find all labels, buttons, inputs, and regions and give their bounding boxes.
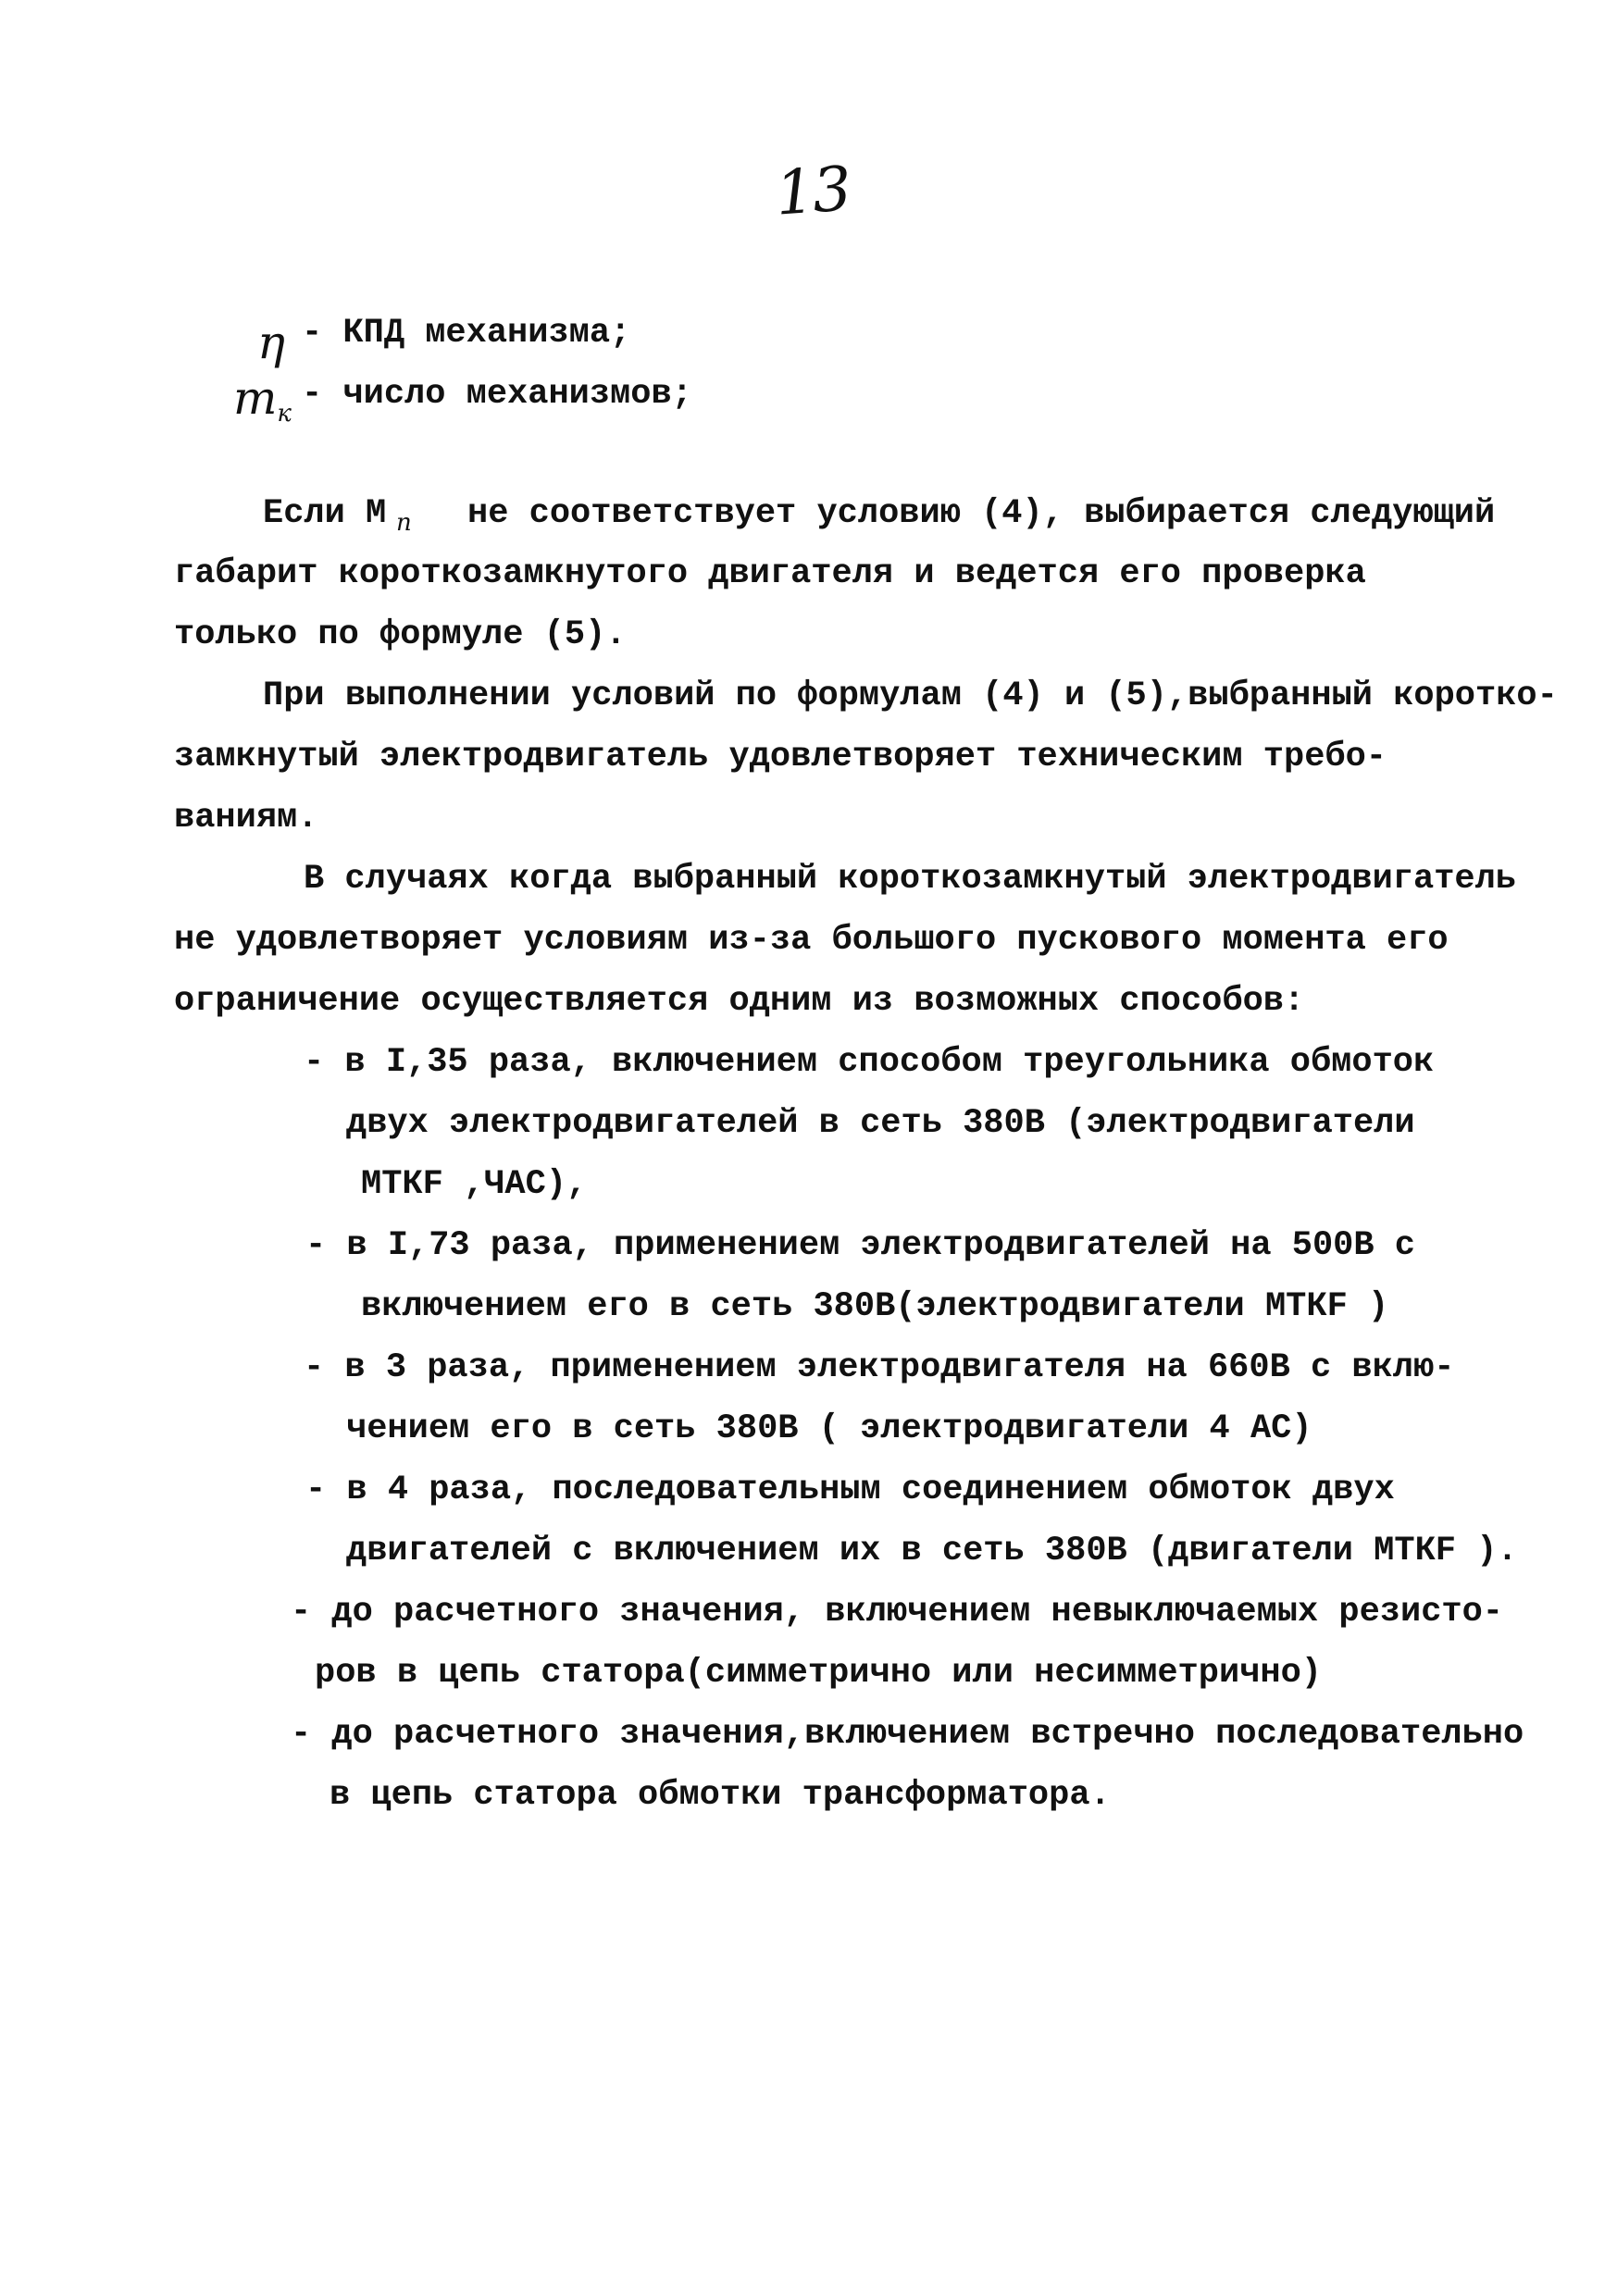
list-item-1-line3: МТКF ,ЧАС), [361,1165,588,1204]
list-item-3-line2: чением его в сеть 380В ( электродвигатели 4 АС) [346,1409,1312,1448]
page-number: 13 [773,153,852,230]
list-item-5-line1: - до расчетного значения, включением невыключаемых резисто- [291,1593,1504,1632]
list-item-6-line2: в цепь статора обмотки трансформатора. [330,1776,1111,1815]
mk-symbol-letter: m [233,371,278,425]
para3-line1: В случаях когда выбранный короткозамкнутый электродвигатель [304,860,1517,899]
para3-line3: ограничение осуществляется одним из возможных способов: [174,982,1305,1021]
list-item-2-line2: включением его в сеть 380В(электродвигатели МТКF ) [361,1287,1389,1326]
list-item-3-line1: - в 3 раза, применением электродвигателя на 660В с вклю- [304,1348,1455,1387]
mk-symbol [233,371,292,437]
list-item-2-line1: - в I,73 раза, применением электродвигателей на 500В с [305,1226,1415,1265]
mk-subscript: к [277,400,292,428]
para1-line1-end: не соответствует условию (4), выбирается следующий [467,494,1496,533]
mk-definition: - число механизмов; [302,375,692,414]
list-item-4-line2: двигателей с включением их в сеть 380В (двигатели МТКF ). [346,1532,1518,1570]
para2-line2: замкнутый электродвигатель удовлетворяет техническим требо- [174,738,1387,776]
para2-line3: ваниям. [174,799,318,838]
para1-line1-subscript: п [396,509,412,537]
para1-line3: только по формуле (5). [174,615,627,654]
list-item-6-line1: - до расчетного значения,включением встречно последовательно [291,1715,1524,1754]
para3-line2: не удовлетворяет условиям из-за большого пускового момента его [174,921,1449,960]
list-item-1-line2: двух электродвигателей в сеть 380В (электродвигатели [346,1104,1415,1143]
eta-definition: - КПД механизма; [302,314,631,353]
list-item-4-line1: - в 4 раза, последовательным соединением обмоток двух [305,1471,1395,1509]
para1-line1-start: Если М [263,494,387,533]
eta-symbol: η [257,316,285,369]
para1-line2: габарит короткозамкнутого двигателя и ведется его проверка [174,554,1366,593]
list-item-1-line1: - в I,35 раза, включением способом треугольника обмоток [304,1043,1435,1082]
list-item-5-line2: ров в цепь статора(симметрично или несимметрично) [315,1654,1322,1693]
para2-line1: При выполнении условий по формулам (4) и (5),выбранный коротко- [263,676,1558,715]
